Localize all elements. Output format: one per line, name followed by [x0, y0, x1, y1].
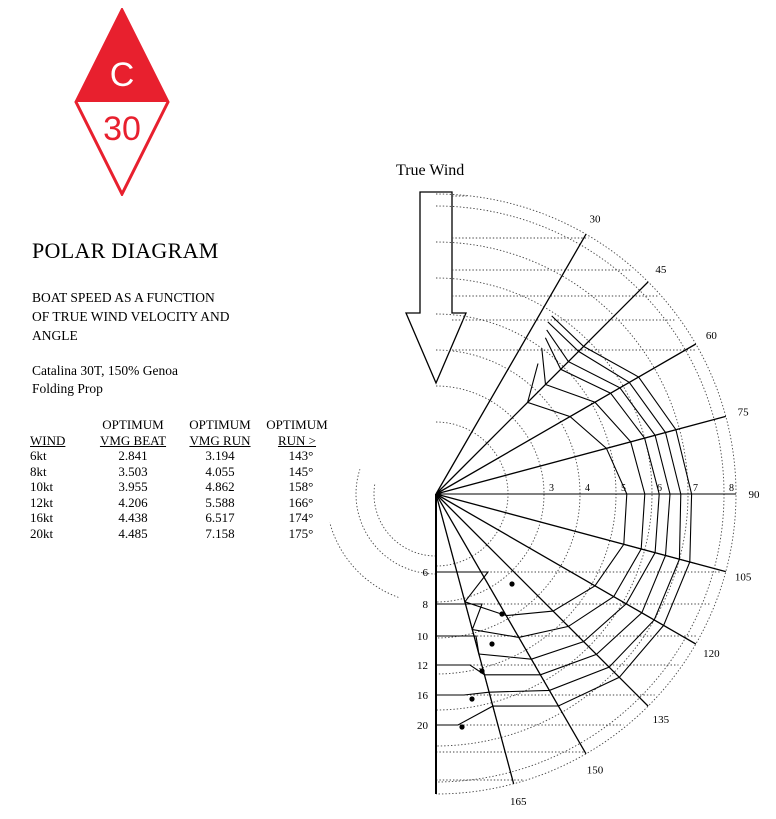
table-row: 6kt 2.841 3.194 143° — [30, 448, 314, 463]
web-line — [553, 611, 623, 681]
wind-speed-label: 8 — [422, 599, 428, 611]
speed-label: 4 — [585, 483, 590, 494]
table-row: 10kt 3.955 4.862 158° — [30, 479, 314, 494]
wind-speed-label: 10 — [417, 631, 428, 643]
left-ring — [374, 483, 436, 556]
speed-label: 7 — [693, 483, 698, 494]
true-wind-arrow-icon — [406, 192, 466, 383]
angle-label: 45 — [655, 264, 667, 277]
speed-label: 5 — [621, 483, 626, 494]
subtitle-line: OF TRUE WIND VELOCITY AND — [32, 309, 230, 324]
angle-label: 105 — [734, 571, 752, 584]
subtitle-line: BOAT SPEED AS A FUNCTION — [32, 290, 215, 305]
boat-prop: Folding Prop — [32, 381, 103, 396]
wind-speed-label: 6 — [422, 567, 428, 579]
angle-label: 30 — [589, 213, 601, 226]
left-ring — [356, 469, 436, 574]
table-row: 8kt 3.503 4.055 145° — [30, 463, 314, 479]
boat-model: Catalina 30T, 150% Genoa — [32, 363, 178, 378]
optimum-run-dot — [489, 641, 494, 646]
header-vmg-run: OPTIMUM VMG RUN — [189, 417, 251, 448]
wind-speed-label: 16 — [417, 690, 428, 702]
wind-speed-label: 12 — [417, 660, 428, 672]
optimum-run-dot — [459, 724, 464, 729]
logo-letter: C — [109, 56, 135, 94]
web-line — [570, 374, 644, 417]
angle-label: 75 — [737, 406, 749, 419]
angle-label: 150 — [586, 764, 604, 777]
web-line — [606, 428, 681, 448]
speed-label: 6 — [657, 483, 662, 494]
angle-label: 60 — [705, 330, 717, 342]
angle-label: 90 — [748, 489, 760, 501]
optimum-run-dot — [469, 696, 474, 701]
true-wind-label: True Wind — [396, 162, 465, 179]
angle-label: 120 — [703, 648, 720, 660]
wind-speed-curve — [436, 338, 659, 660]
left-ring — [330, 522, 399, 597]
optimum-run-dot — [499, 611, 504, 616]
web-line — [528, 342, 588, 402]
page-title: POLAR DIAGRAM — [32, 238, 219, 263]
optimum-run-dot — [509, 581, 514, 586]
table-row: 20kt 4.485 7.158 175° — [30, 525, 314, 541]
table-row: 12kt 4.206 5.588 166° — [30, 494, 314, 510]
speed-label: 8 — [729, 483, 734, 494]
angle-label: 135 — [652, 713, 670, 726]
wind-speed-curve — [436, 316, 692, 725]
angle-spoke — [436, 234, 586, 494]
header-run-angle: OPTIMUM RUN > — [266, 417, 328, 448]
wind-speed-curve — [436, 364, 627, 616]
speed-label: 3 — [549, 483, 554, 494]
table-row: 16kt 4.438 6.517 174° — [30, 510, 314, 525]
angle-spoke — [436, 344, 696, 494]
header-wind: WIND — [30, 432, 66, 448]
web-line — [465, 602, 495, 712]
header-vmg-beat: OPTIMUM VMG BEAT — [99, 417, 167, 448]
logo-number: 30 — [103, 110, 141, 148]
subtitle-line: ANGLE — [32, 328, 78, 343]
wind-speed-label: 20 — [417, 720, 428, 732]
angle-label: 165 — [510, 796, 527, 809]
